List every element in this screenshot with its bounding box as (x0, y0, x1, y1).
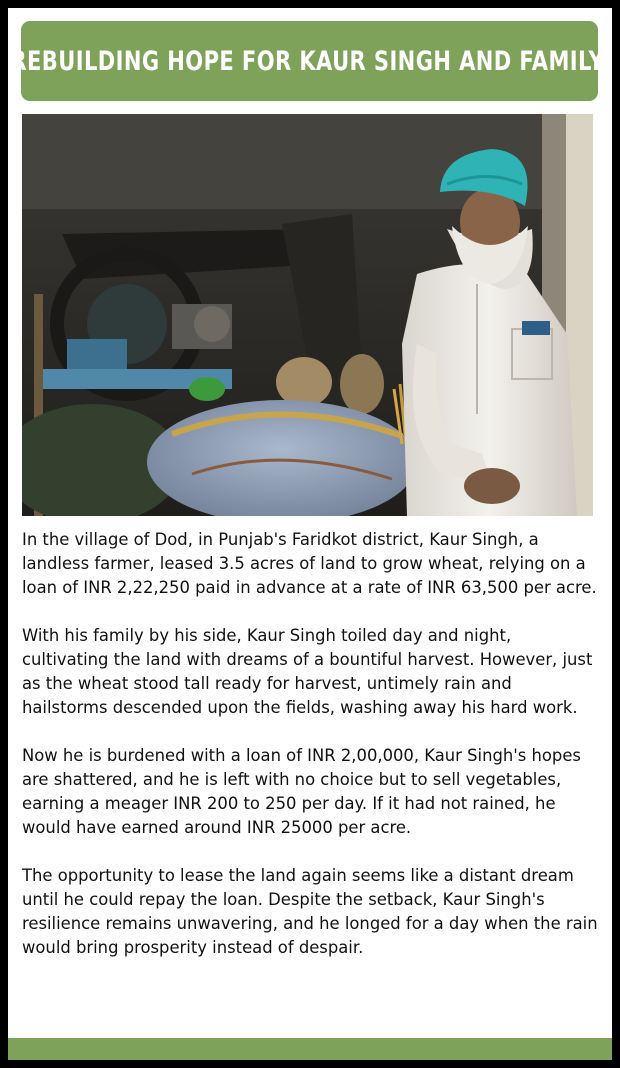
paragraph-3: Now he is burdened with a loan of INR 2,00,000, Kaur Singh's hopes are shattered, and he is left with no choice but to sell vegetables, earning a meager INR 200 to 250 per day. If it had not rained, he would have earned around INR 25000 per acre. (22, 746, 581, 837)
title-banner (10, 21, 609, 101)
farmer-photo (22, 114, 593, 516)
story-body (22, 528, 598, 984)
paragraph-1: In the village of Dod, in Punjab's Faridkot district, Kaur Singh, a landless farmer, leased 3.5 acres of land to grow wheat, relying on a loan of INR 2,22,250 paid in advance at a rate of INR 63,500 per acre. (22, 530, 597, 597)
story-card (8, 8, 612, 1060)
footer-bar (8, 1038, 612, 1060)
paragraph-4: The opportunity to lease the land again seems like a distant dream until he could repay the loan. Despite the setback, Kaur Singh's resilience remains unwavering, and he longed for a day when the rain would bring prosperity instead of despair. (22, 866, 598, 957)
page-title: REBUILDING HOPE FOR KAUR SINGH AND FAMILY. (10, 45, 609, 77)
paragraph-2: With his family by his side, Kaur Singh toiled day and night, cultivating the land with dreams of a bountiful harvest. However, just as the wheat stood tall ready for harvest, untimely rain and hailstorms descended upon the fields, washing away his hard work. (22, 626, 593, 717)
farmer-photo-illustration (22, 114, 593, 516)
